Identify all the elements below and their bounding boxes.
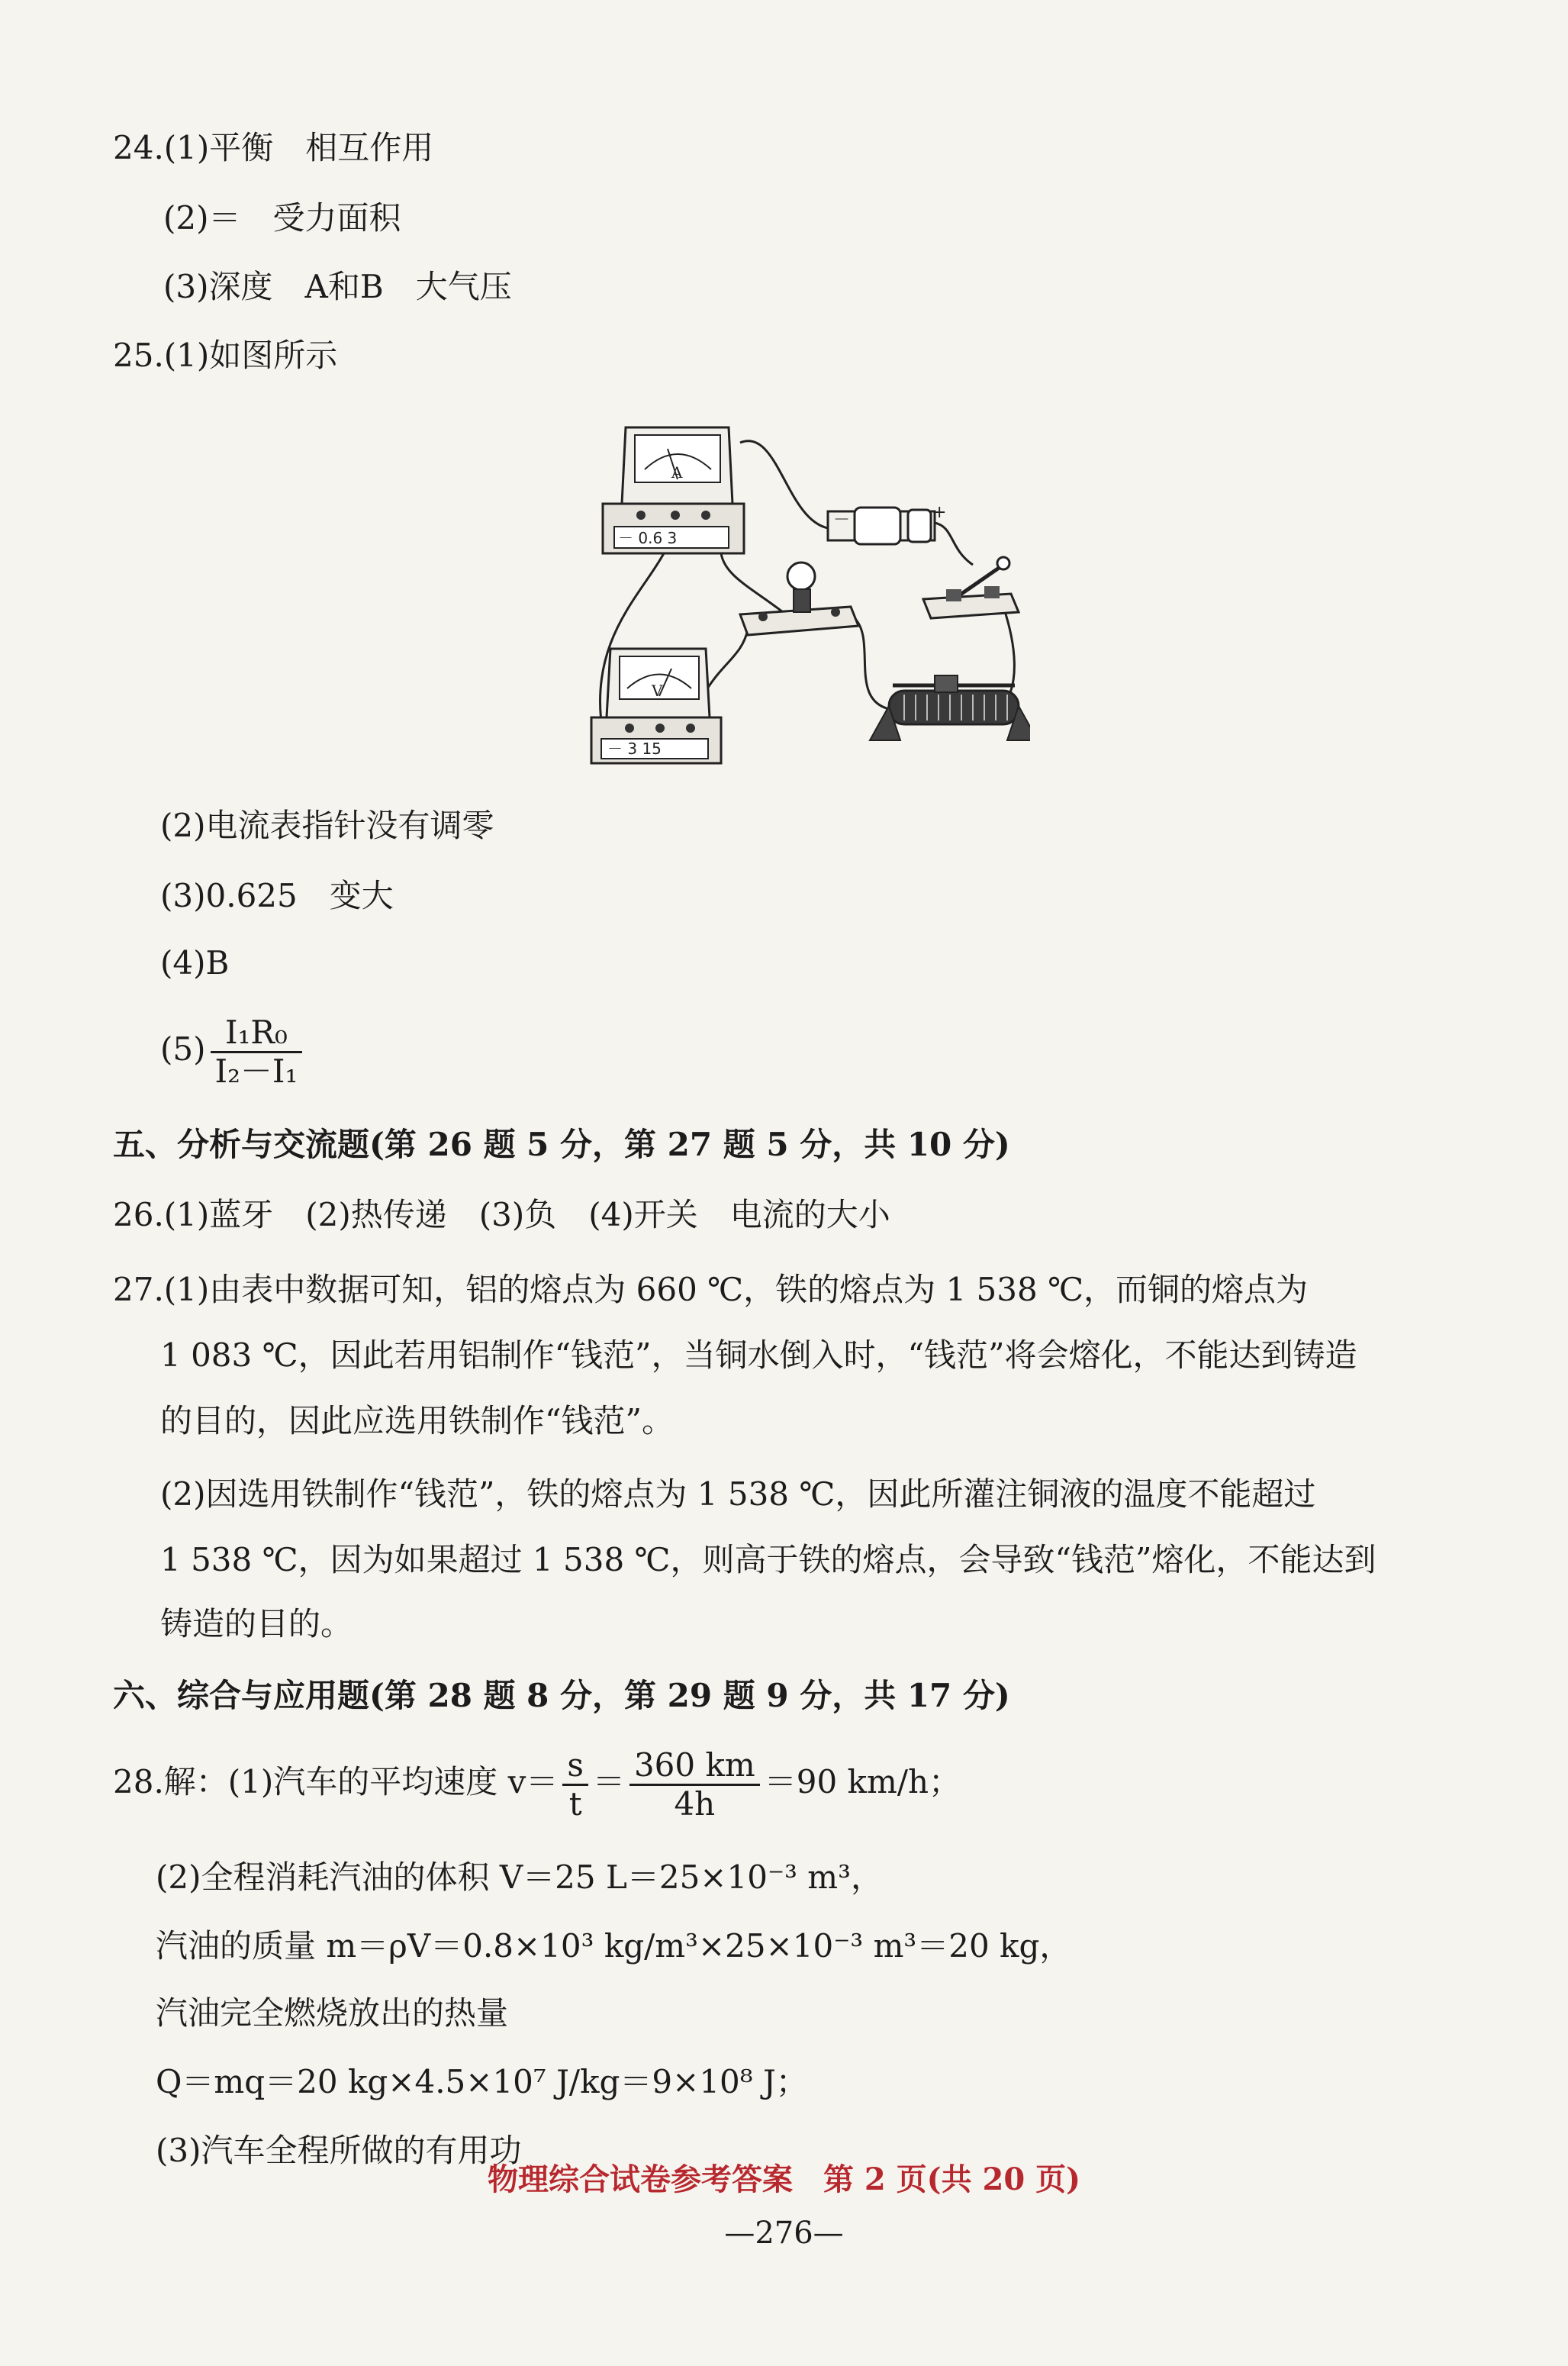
bulb [740, 562, 858, 635]
q25-part5-fraction [211, 1014, 303, 1090]
voltmeter-letter: V [652, 682, 663, 700]
section5-heading: 五、分析与交流题(第 26 题 5 分，第 27 题 5 分，共 10 分) [113, 1126, 1010, 1163]
q28-line4: 汽油完全燃烧放出的热量 [156, 1994, 509, 2032]
switch [923, 557, 1019, 618]
q27-line6: 铸造的目的。 [160, 1605, 353, 1642]
q28-line1 [113, 1740, 961, 1824]
q27-line2: 1 083 ℃，因此若用铝制作“钱范”，当铜水倒入时，“钱范”将会熔化，不能达到铸造 [160, 1336, 1357, 1374]
speed-fraction-numerator: s [562, 1747, 588, 1786]
q25-part5 [160, 1007, 307, 1091]
ammeter-letter: A [671, 463, 683, 482]
q28-line1-text: 28.解：(1)汽车的平均速度 v＝ [113, 1763, 559, 1800]
value-fraction-denominator: 4h [674, 1784, 716, 1823]
q24-part3: (3)深度 A和B 大气压 [163, 268, 512, 305]
battery-plus-sign: + [932, 503, 947, 522]
footer-title: 物理综合试卷参考答案 第 2 页(共 20 页) [487, 2161, 1081, 2197]
rheostat [870, 675, 1030, 740]
q28-line3: 汽油的质量 m＝ρV＝0.8×10³ kg/m³×25×10⁻³ m³＝20 kg， [156, 1927, 1072, 1965]
ammeter-terminals: － 0.6 3 [618, 529, 678, 547]
q25-part2: (2)电流表指针没有调零 [160, 807, 494, 844]
q27-line4: (2)因选用铁制作“钱范”，铁的熔点为 1 538 ℃，因此所灌注铜液的温度不能超过 [160, 1475, 1316, 1513]
wire-battery-switch [935, 523, 973, 565]
circuit-diagram [588, 412, 1030, 778]
wire-bulb-rheostat [855, 618, 893, 710]
battery [828, 503, 946, 544]
q28-line5: Q＝mq＝20 kg×4.5×10⁷ J/kg＝9×10⁸ J； [156, 2063, 808, 2100]
q28-line6: (3)汽车全程所做的有用功 [156, 2132, 522, 2169]
q27-line3: 的目的，因此应选用铁制作“钱范”。 [160, 1402, 674, 1439]
q24-part2: (2)＝ 受力面积 [163, 199, 401, 237]
fraction-numerator: I₁R₀ [211, 1014, 303, 1053]
speed-fraction-denominator: t [568, 1784, 582, 1823]
q27-line5: 1 538 ℃，因为如果超过 1 538 ℃，则高于铁的熔点，会导致“钱范”熔化，不能达到 [160, 1541, 1376, 1578]
value-fraction-numerator: 360 km [629, 1747, 760, 1786]
speed-fraction [562, 1747, 588, 1823]
wire-ammeter-battery [740, 441, 828, 528]
q28-line2: (2)全程消耗汽油的体积 V＝25 L＝25×10⁻³ m³， [156, 1858, 883, 1896]
voltmeter-terminals: － 3 15 [607, 740, 662, 758]
fraction-denominator: I₂－I₁ [214, 1052, 298, 1090]
ammeter [603, 427, 744, 553]
q25-part1: 25.(1)如图所示 [113, 337, 338, 374]
q25-part4: (4)B [160, 944, 230, 982]
value-fraction [629, 1747, 760, 1823]
q24-part1: 24.(1)平衡 相互作用 [113, 129, 434, 166]
footer-page-number: —276— [724, 2216, 844, 2251]
voltmeter [591, 649, 721, 763]
q25-part5-prefix: (5) [160, 1030, 206, 1068]
q26-answer: 26.(1)蓝牙 (2)热传递 (3)负 (4)开关 电流的大小 [113, 1196, 890, 1233]
equals-sign: ＝ [592, 1763, 625, 1800]
section6-heading: 六、综合与应用题(第 28 题 8 分，第 29 题 9 分，共 17 分) [113, 1677, 1010, 1714]
q28-line1-result: ＝90 km/h； [764, 1763, 961, 1800]
q25-part3: (3)0.625 变大 [160, 877, 394, 914]
battery-minus-sign: － [833, 511, 851, 530]
q27-line1: 27.(1)由表中数据可知，铝的熔点为 660 ℃，铁的熔点为 1 538 ℃，而铜的熔点为 [113, 1271, 1309, 1308]
wire-ammeter-bulb [721, 553, 786, 614]
